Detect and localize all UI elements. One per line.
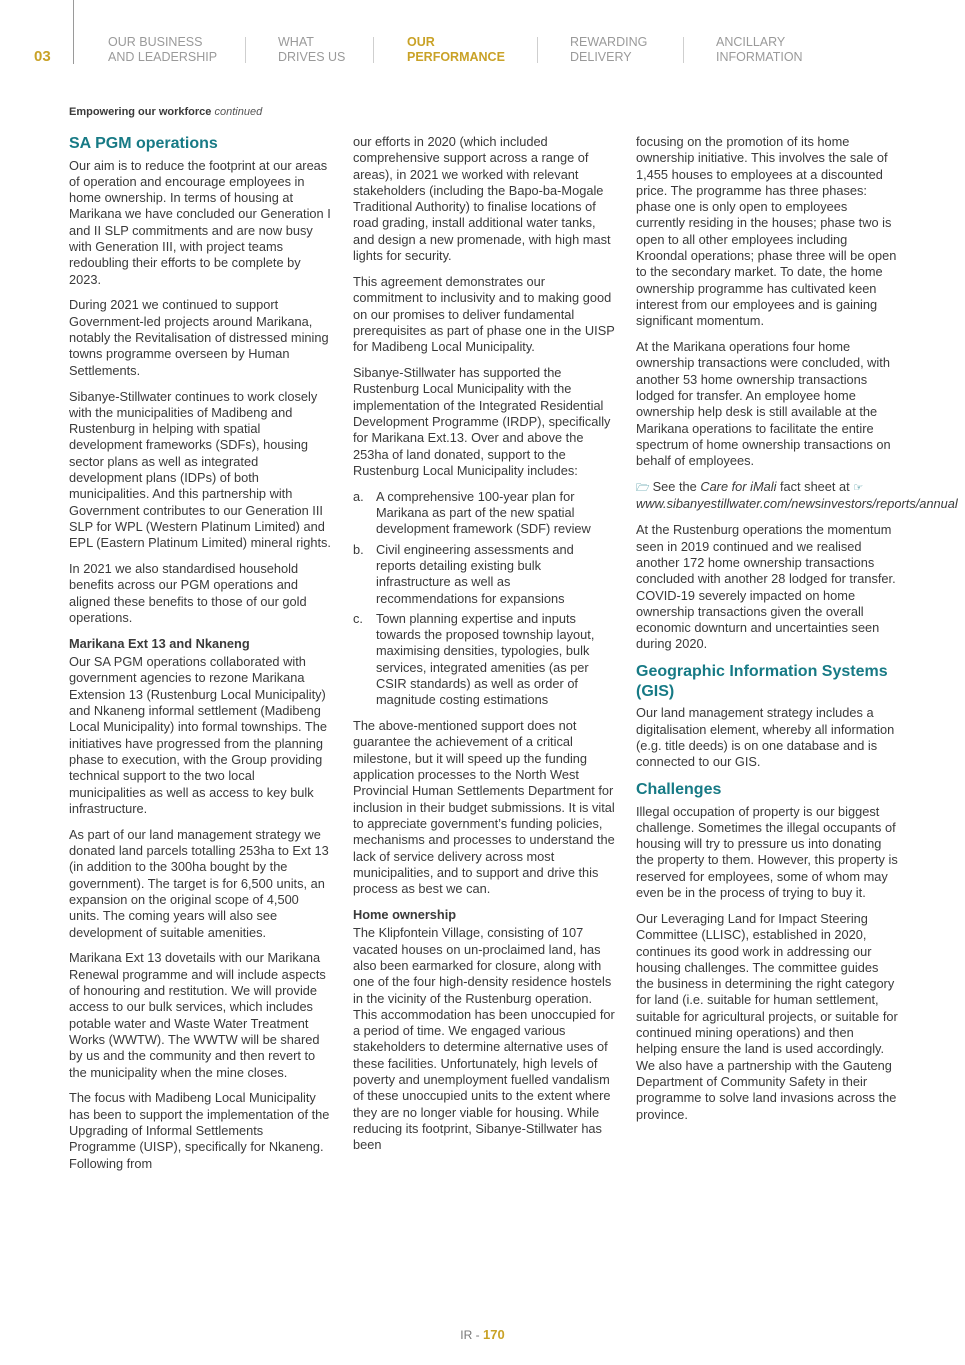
column-1 [69, 134, 331, 1181]
list-text: A comprehensive 100-year plan for Marikana as part of the new spatial development framework (SDF) review [376, 488, 591, 537]
paragraph: The Klipfontein Village, consisting of 107 vacated houses on un-proclaimed land, has also been earmarked for closure, along with one of the four high-density residence hostels in the vicinity of the Rustenburg operation. This accommodation has been unoccupied for a period of time. We engaged various stakeholders to determine alternative uses of these facilities. Unfortunately, high levels of poverty and unemployment fuelled vandalism of these unoccupied units to the extent where they are no longer viable for housing. While reducing its footprint, Sibanye-Stillwater has been [353, 925, 615, 1153]
paragraph: Our aim is to reduce the footprint at our areas of operation and encourage employees in home ownership. In terms of housing at Marikana we have concluded our Generation I and II SLP commitments and are now busy with Generation III, with project teams redoubling their efforts to be complete by 2023. [69, 157, 331, 287]
page-footer [0, 1327, 965, 1342]
column-2 [353, 134, 615, 1163]
nav-what-drives-us[interactable]: WHAT DRIVES US [278, 35, 346, 64]
paragraph: Illegal occupation of property is our biggest challenge. Sometimes the illegal occupants of housing will try to pressure us into donating the property to them. However, this property is reserved for employees, some of whom may even be in the process of trying to buy it. [636, 803, 898, 901]
folder-icon: 🗁 [636, 482, 650, 495]
page-number: 170 [482, 1327, 505, 1342]
paragraph: This agreement demonstrates our commitment to inclusivity and to making good on our promises to deliver fundamental prerequisites as part of phase one in the UISP for Madibeng Local Municipality. [353, 273, 615, 355]
list-item [353, 611, 615, 709]
paragraph: At the Marikana operations four home ownership transactions were concluded, with another 53 home ownership transactions lodged for transfer. An employee home ownership help desk is still available at the Marikana operations to facilitate the entire spectrum of home ownership transactions on behalf of employees. [636, 339, 891, 469]
nav-ancillary-information[interactable]: ANCILLARY INFORMATION [716, 35, 803, 64]
paragraph: Our SA PGM operations collaborated with government agencies to rezone Marikana Extension 13 (Rustenburg Local Municipality) and Nkaneng informal settlement (Madibeng Local Municipality) into formal townships. The initiatives have progressed from the planning phase to execution, with the Group providing technical support to the two local municipalities as well as access to key bulk infrastructure. [69, 654, 327, 816]
list-item [353, 542, 615, 607]
footer-prefix: IR - [460, 1328, 480, 1342]
paragraph: In 2021 we also standardised household benefits across our PGM operations and aligned these benefits to those of our gold operations. [69, 561, 307, 625]
kicker-continued: continued [214, 106, 263, 118]
paragraph: During 2021 we continued to support Government-led projects around Marikana, notably the Revitalisation of distressed mining towns programme overseen by Human Settlements. [69, 297, 329, 378]
list-item [353, 489, 615, 538]
list-text: Town planning expertise and inputs towards the proposed township layout, maximising densities, typologies, bulk services, integrated amenities (as per CSIR standards) as well as order of magnitude costing estimations [376, 610, 595, 708]
paragraph: Sibanye-Stillwater has supported the Rustenburg Local Municipality with the implementation of the Integrated Residential Development Programme (IRDP), specifically for Marikana Ext.13. Over and above the 253ha of land donated, support to the Rustenburg Local Municipality includes: [353, 365, 611, 478]
fact-sheet-name: Care for iMali [700, 479, 777, 495]
heading-sa-pgm-operations: SA PGM operations [69, 135, 218, 152]
paragraph: Sibanye-Stillwater continues to work closely with the municipalities of Madibeng and Rustenburg in helping with spatial development frameworks (SDFs), housing sector plans as well as integrated development plans (IDPs) of both municipalities. And this partnership with Government contributes to our Generation III SLP for WPL (Western Platinum Limited) and EPL (Eastern Platinum Limited) mineral rights. [69, 388, 331, 551]
section-number: 03 [34, 48, 51, 65]
nav-separator [537, 37, 538, 63]
paragraph: Our Leveraging Land for Impact Steering Committee (LLISC), established in 2020, continues its good work in addressing our housing challenges. The committee guides the business in determining the right category for land (i.e. suitable for human settlement, suitable for agricultural projects, or suitable for continued mining operations) and then helping ensure the land is used accordingly. We also have a partnership with the Gauteng Department of Community Safety in their programme to solve land invasions across the province. [636, 910, 898, 1122]
paragraph: At the Rustenburg operations the momentum seen in 2019 continued and we realised another 172 home ownership transactions concluded with another 28 lodged for transfer. COVID-19 severely impacted on home ownership transactions given the overall economic downturn and uncertainties seen during 2020. [636, 522, 896, 652]
heading-gis: Geographic Information Systems (GIS) [636, 663, 888, 700]
list-label: b. [353, 541, 364, 557]
paragraph: Our land management strategy includes a digitalisation element, whereby all information (e.g. title deeds) is on one database and is connected to our GIS. [636, 705, 895, 770]
list-label: c. [353, 610, 363, 626]
subheading-home-ownership: Home ownership [353, 907, 457, 923]
nav-our-performance[interactable]: OUR PERFORMANCE [407, 35, 505, 64]
nav-our-business[interactable]: OUR BUSINESS AND LEADERSHIP [108, 35, 218, 64]
kicker-title: Empowering our workforce [69, 106, 212, 118]
list-label: a. [353, 488, 364, 504]
support-list [353, 489, 615, 709]
paragraph: our efforts in 2020 (which included comprehensive support across a range of areas), in 2021 we worked with relevant stakeholders (including the Bapo-ba-Mogale Traditional Authority) to finalise locations of road grading, install additional water tanks, and design a new promenade, with high mast lights for security. [353, 134, 611, 264]
list-text: Civil engineering assessments and reports detailing existing bulk infrastructure as well as recommendations for expansions [376, 541, 574, 606]
paragraph: As part of our land management strategy we donated land parcels totalling 253ha to Ext 13 (in addition to the 300ha bought by the government). The target is for 6,500 units, an expansion on the original scope of 4,500 units. The coming years will also see development of suitable amenities. [69, 826, 329, 940]
subheading-marikana-ext-13: Marikana Ext 13 and Nkaneng [69, 635, 250, 651]
paragraph: The focus with Madibeng Local Municipality has been to support the implementation of the Upgrading of Informal Settlements Programme (UISP), specifically for Nkaneng. Following from [69, 1090, 330, 1171]
paragraph: Marikana Ext 13 dovetails with our Marikana Renewal programme and will include aspects of honouring and restitution. We will provide access to our bulk services, which includes potable water and Waste Water Treatment Works (WWTW). The WWTW will be shared by us and the community and then revert to the municipality when the mine closes. [69, 950, 326, 1080]
nav-separator [245, 37, 246, 63]
heading-challenges: Challenges [636, 781, 722, 799]
paragraph: focusing on the promotion of its home ownership initiative. This involves the sale of 1,455 houses to employees at a discounted price. The programme has three phases: phase one is only open to employees currently residing in the houses; phase two is open to all other employees including Kroondal operations; phase three will be open to the secondary market. To date, the home ownership programme has cultivated keen interest from our employees and is gaining significant momentum. [636, 134, 897, 329]
paragraph: The above-mentioned support does not guarantee the achievement of a critical milestone, but it will speed up the funding application processes to the North West Provincial Human Settlements Department for inclusion in their budget submissions. It is vital to appreciate government’s funding policies, mechanisms and processes to understand the lack of service delivery across most municipalities, and to support and drive this process as best we can. [353, 718, 615, 897]
column-3 [636, 134, 958, 1132]
pointer-icon: ☞ [853, 482, 864, 495]
cross-reference: 🗁 See the Care for iMali fact sheet at ☞www.sibanyestillwater.com/newsinvestors/reports/annual [636, 479, 958, 512]
nav-separator [683, 37, 684, 63]
reference-link[interactable]: www.sibanyestillwater.com/newsinvestors/reports/annual [636, 496, 958, 512]
section-kicker [69, 106, 262, 118]
nav-separator [373, 37, 374, 63]
header-divider-line [73, 0, 74, 64]
nav-rewarding-delivery[interactable]: REWARDING DELIVERY [570, 35, 648, 64]
